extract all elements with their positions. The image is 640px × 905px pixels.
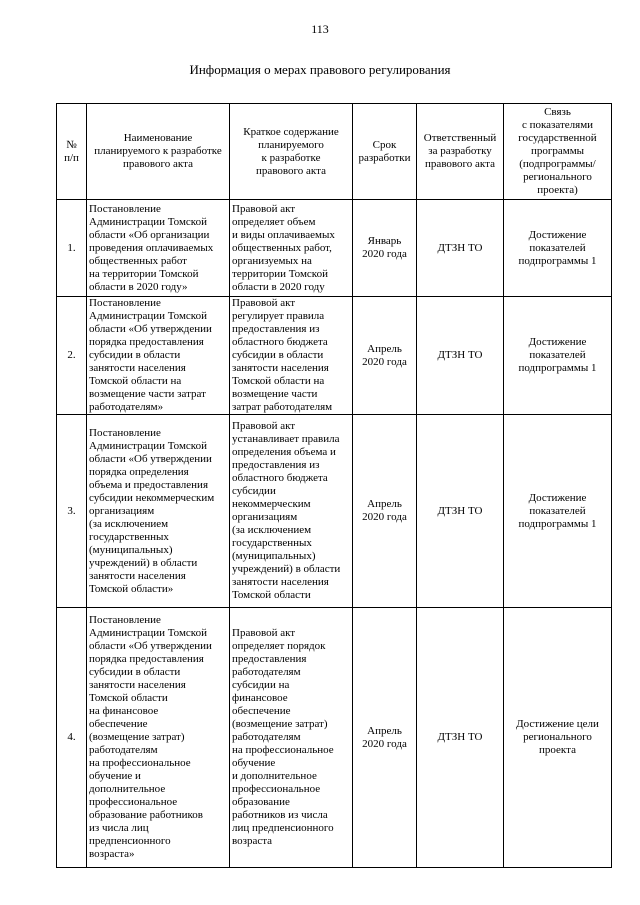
responsible-cell: ДТЗН ТО: [417, 415, 504, 608]
responsible-cell: ДТЗН ТО: [417, 608, 504, 868]
link-cell: Достижение показателей подпрограммы 1: [504, 200, 612, 297]
content-cell: Правовой акт определяет объем и виды оплачиваемых общественных работ, организуемых на территории Томской области в 2020 году: [230, 200, 353, 297]
act-name-cell: Постановление Администрации Томской области «Об утверждении порядка определения объема и предоставления субсидии некоммерческим организациям (за исключением государственных (муниципальных) учреждений) в области занятости населения Томской области»: [87, 415, 230, 608]
term-cell: Апрель 2020 года: [353, 297, 417, 415]
row-number: 2.: [57, 297, 87, 415]
document-title: Информация о мерах правового регулирования: [189, 62, 451, 77]
header-link: Связь с показателями государственной программы (подпрограммы/ регионального проекта): [504, 104, 612, 200]
content-cell: Правовой акт регулирует правила предоставления из областного бюджета субсидии в области занятости населения Томской области на возмещение части затрат работодателям: [230, 297, 353, 415]
row-number: 4.: [57, 608, 87, 868]
term-cell: Апрель 2020 года: [353, 415, 417, 608]
act-name-cell: Постановление Администрации Томской области «Об организации проведения оплачиваемых общественных работ на территории Томской области в 2020 году»: [87, 200, 230, 297]
content-cell: Правовой акт определяет порядок предоставления работодателям субсидии на финансовое обеспечение (возмещение затрат) работодателям на профессиональное обучение и дополнительное профессиональное образование работников из числа лиц предпенсионного возраста: [230, 608, 353, 868]
responsible-cell: ДТЗН ТО: [417, 200, 504, 297]
term-cell: Апрель 2020 года: [353, 608, 417, 868]
table-row: [57, 608, 612, 868]
link-cell: Достижение показателей подпрограммы 1: [504, 297, 612, 415]
act-name-cell: Постановление Администрации Томской области «Об утверждении порядка предоставления субсидии в области занятости населения Томской области на финансовое обеспечение (возмещение затрат) работодателям на профессиональное обучение и дополнительное профессиональное образование работников из числа лиц предпенсионного возраста»: [87, 608, 230, 868]
header-responsible: Ответственный за разработку правового акта: [417, 104, 504, 200]
responsible-cell: ДТЗН ТО: [417, 297, 504, 415]
link-cell: Достижение цели регионального проекта: [504, 608, 612, 868]
link-cell: Достижение показателей подпрограммы 1: [504, 415, 612, 608]
table-row: [57, 297, 612, 415]
legal-measures-table: [56, 103, 612, 868]
table-header-row: [57, 104, 612, 200]
table-row: [57, 200, 612, 297]
table-row: [57, 415, 612, 608]
header-term: Срок разработки: [353, 104, 417, 200]
page-number: 113: [311, 22, 329, 36]
header-content: Краткое содержание планируемого к разработке правового акта: [230, 104, 353, 200]
row-number: 3.: [57, 415, 87, 608]
act-name-cell: Постановление Администрации Томской области «Об утверждении порядка предоставления субсидии в области занятости населения Томской области на возмещение части затрат работодателям»: [87, 297, 230, 415]
header-num: № п/п: [57, 104, 87, 200]
term-cell: Январь 2020 года: [353, 200, 417, 297]
header-act-name: Наименование планируемого к разработке правового акта: [87, 104, 230, 200]
row-number: 1.: [57, 200, 87, 297]
content-cell: Правовой акт устанавливает правила определения объема и предоставления из областного бюджета субсидии некоммерческим организациям (за исключением государственных (муниципальных) учреждений) в области занятости населения Томской области: [230, 415, 353, 608]
